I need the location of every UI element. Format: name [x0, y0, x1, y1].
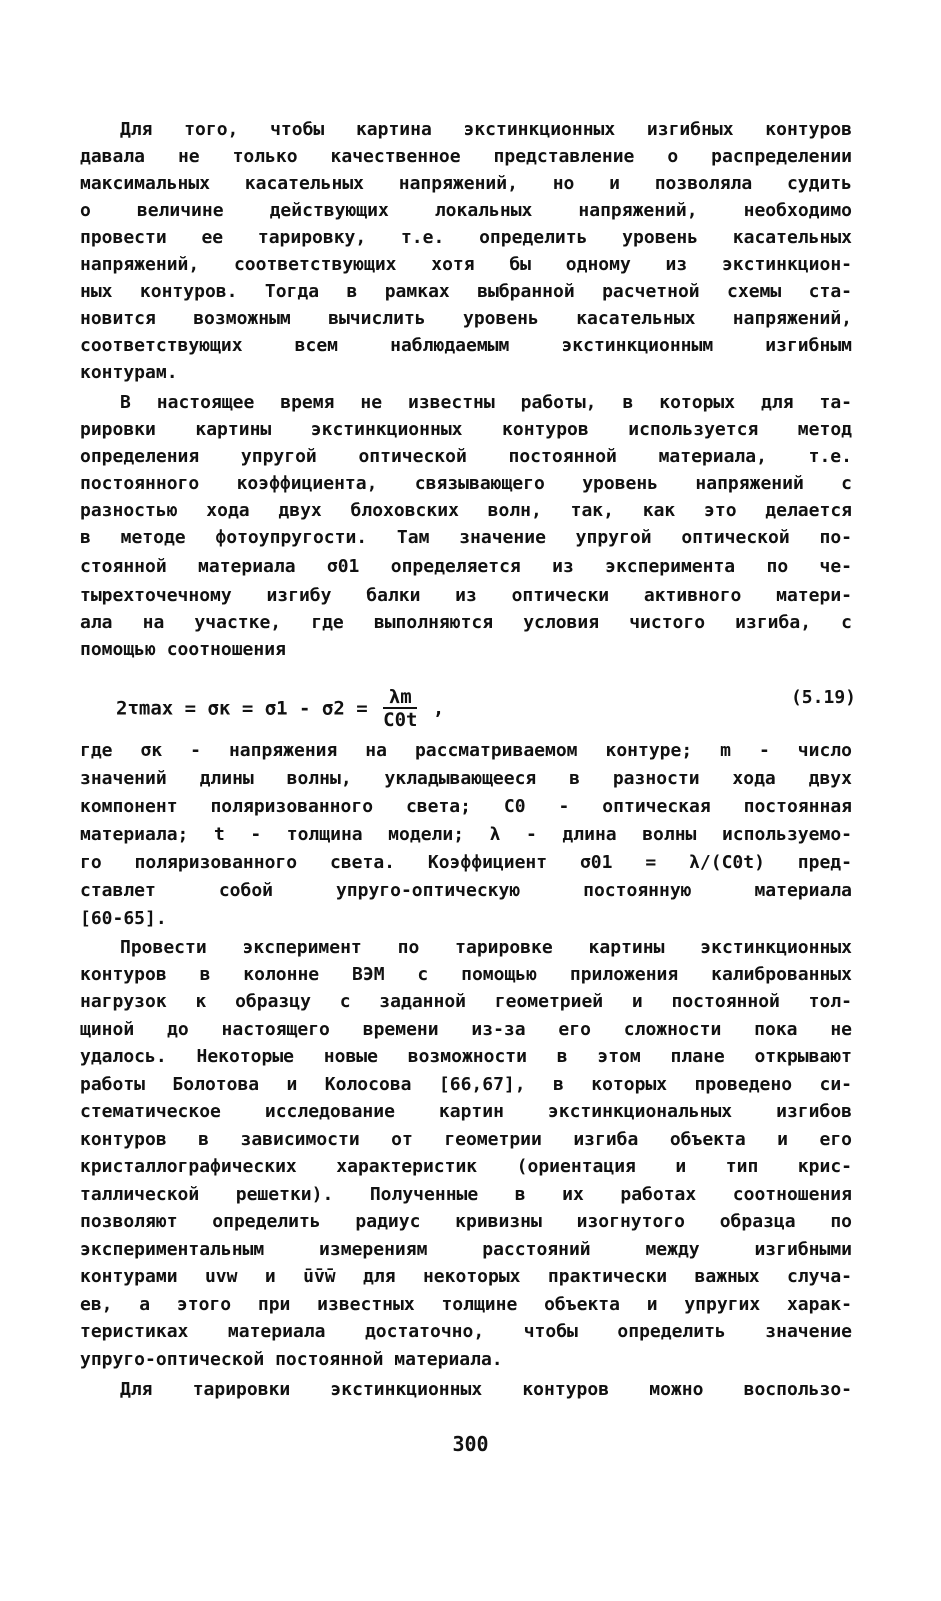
text-line: контурам. [80, 362, 178, 383]
text-line: контуров в зависимости от геометрии изгиба объекта и его [80, 1129, 852, 1150]
equation-lhs: 2τmax = σк = σ1 - σ2 = [116, 697, 368, 720]
text-line: материала; t - толщина модели; λ - длина волны используемо- [80, 824, 852, 845]
equation-number: (5.19) [790, 687, 856, 708]
text-line: давала не только качественное представление о распределении [80, 146, 852, 167]
text-line: упруго-оптической постоянной материала. [80, 1349, 503, 1370]
fraction-numerator: λm [383, 687, 417, 709]
text-line: удалось. Некоторые новые возможности в этом плане открывают [80, 1046, 852, 1067]
text-line: В настоящее время не известны работы, в которых для та- [120, 392, 852, 413]
text-line: компонент поляризованного света; C0 - оптическая постоянная [80, 796, 852, 817]
text-line: максимальных касательных напряжений, но и позволяла судить [80, 173, 852, 194]
text-line: разностью хода двух блоховских волн, так, как это делается [80, 500, 852, 521]
text-line: [60-65]. [80, 908, 167, 929]
text-line: контуров в колонне ВЭМ с помощью приложения калиброванных [80, 964, 852, 985]
text-line: позволяют определить радиус кривизны изогнутого образца по [80, 1211, 852, 1232]
text-line: определения упругой оптической постоянной материала, т.е. [80, 446, 852, 467]
text-line: о величине действующих локальных напряжений, необходимо [80, 200, 852, 221]
text-line: ных контуров. Тогда в рамках выбранной расчетной схемы ста- [80, 281, 852, 302]
text-line: новится возможным вычислить уровень касательных напряжений, [80, 308, 852, 329]
text-line: теристиках материала достаточно, чтобы определить значение [80, 1321, 852, 1342]
text-line: ала на участке, где выполняются условия чистого изгиба, с [80, 612, 852, 633]
text-line: соответствующих всем наблюдаемым экстинкционным изгибным [80, 335, 852, 356]
text-line: помощью соотношения [80, 639, 286, 660]
text-line: напряжений, соответствующих хотя бы одному из экстинкцион- [80, 254, 852, 275]
text-line: стематическое исследование картин экстинкциональных изгибов [80, 1101, 852, 1122]
text-line: контурами uvw и ūv̄w̄ для некоторых практически важных случа- [80, 1266, 852, 1287]
text-line: Провести эксперимент по тарировке картины экстинкционных [120, 937, 852, 958]
equation-fraction [383, 687, 417, 731]
text-line: тырехточечному изгибу балки из оптически активного матери- [80, 585, 852, 606]
text-line: Для того, чтобы картина экстинкционных изгибных контуров [120, 119, 852, 140]
text-line: таллической решетки). Полученные в их работах соотношения [80, 1184, 852, 1205]
page-number: 300 [452, 1432, 489, 1456]
equation-5-19 [116, 675, 856, 731]
equation-trailing-comma: , [432, 697, 445, 720]
text-line: щиной до настоящего времени из-за его сложности пока не [80, 1019, 852, 1040]
text-line: в методе фотоупругости. Там значение упругой оптической по- [80, 527, 852, 548]
text-line: Для тарировки экстинкционных контуров можно воспользо- [120, 1379, 852, 1400]
text-line: провести ее тарировку, т.е. определить уровень касательных [80, 227, 852, 248]
text-line: значений длины волны, укладывающееся в разности хода двух [80, 768, 852, 789]
text-line: постоянного коэффициента, связывающего уровень напряжений с [80, 473, 852, 494]
text-line: кристаллографических характеристик (ориентация и тип крис- [80, 1156, 852, 1177]
equation-body [116, 687, 444, 731]
text-line: ставлет собой упруго-оптическую постоянную материала [80, 880, 852, 901]
text-line: работы Болотова и Колосова [66,67], в которых проведено си- [80, 1074, 852, 1095]
fraction-denominator: C0t [383, 709, 418, 731]
text-line: где σк - напряжения на рассматриваемом контуре; m - число [80, 740, 852, 761]
text-line: го поляризованного света. Коэффициент σ01 = λ/(C0t) пред- [80, 852, 852, 873]
text-line: стоянной материала σ01 определяется из эксперимента по че- [80, 556, 852, 577]
text-line: нагрузок к образцу с заданной геометрией и постоянной тол- [80, 991, 852, 1012]
text-line: рировки картины экстинкционных контуров используется метод [80, 419, 852, 440]
text-line: экспериментальным измерениям расстояний между изгибными [80, 1239, 852, 1260]
text-line: ев, а этого при известных толщине объекта и упругих харак- [80, 1294, 852, 1315]
